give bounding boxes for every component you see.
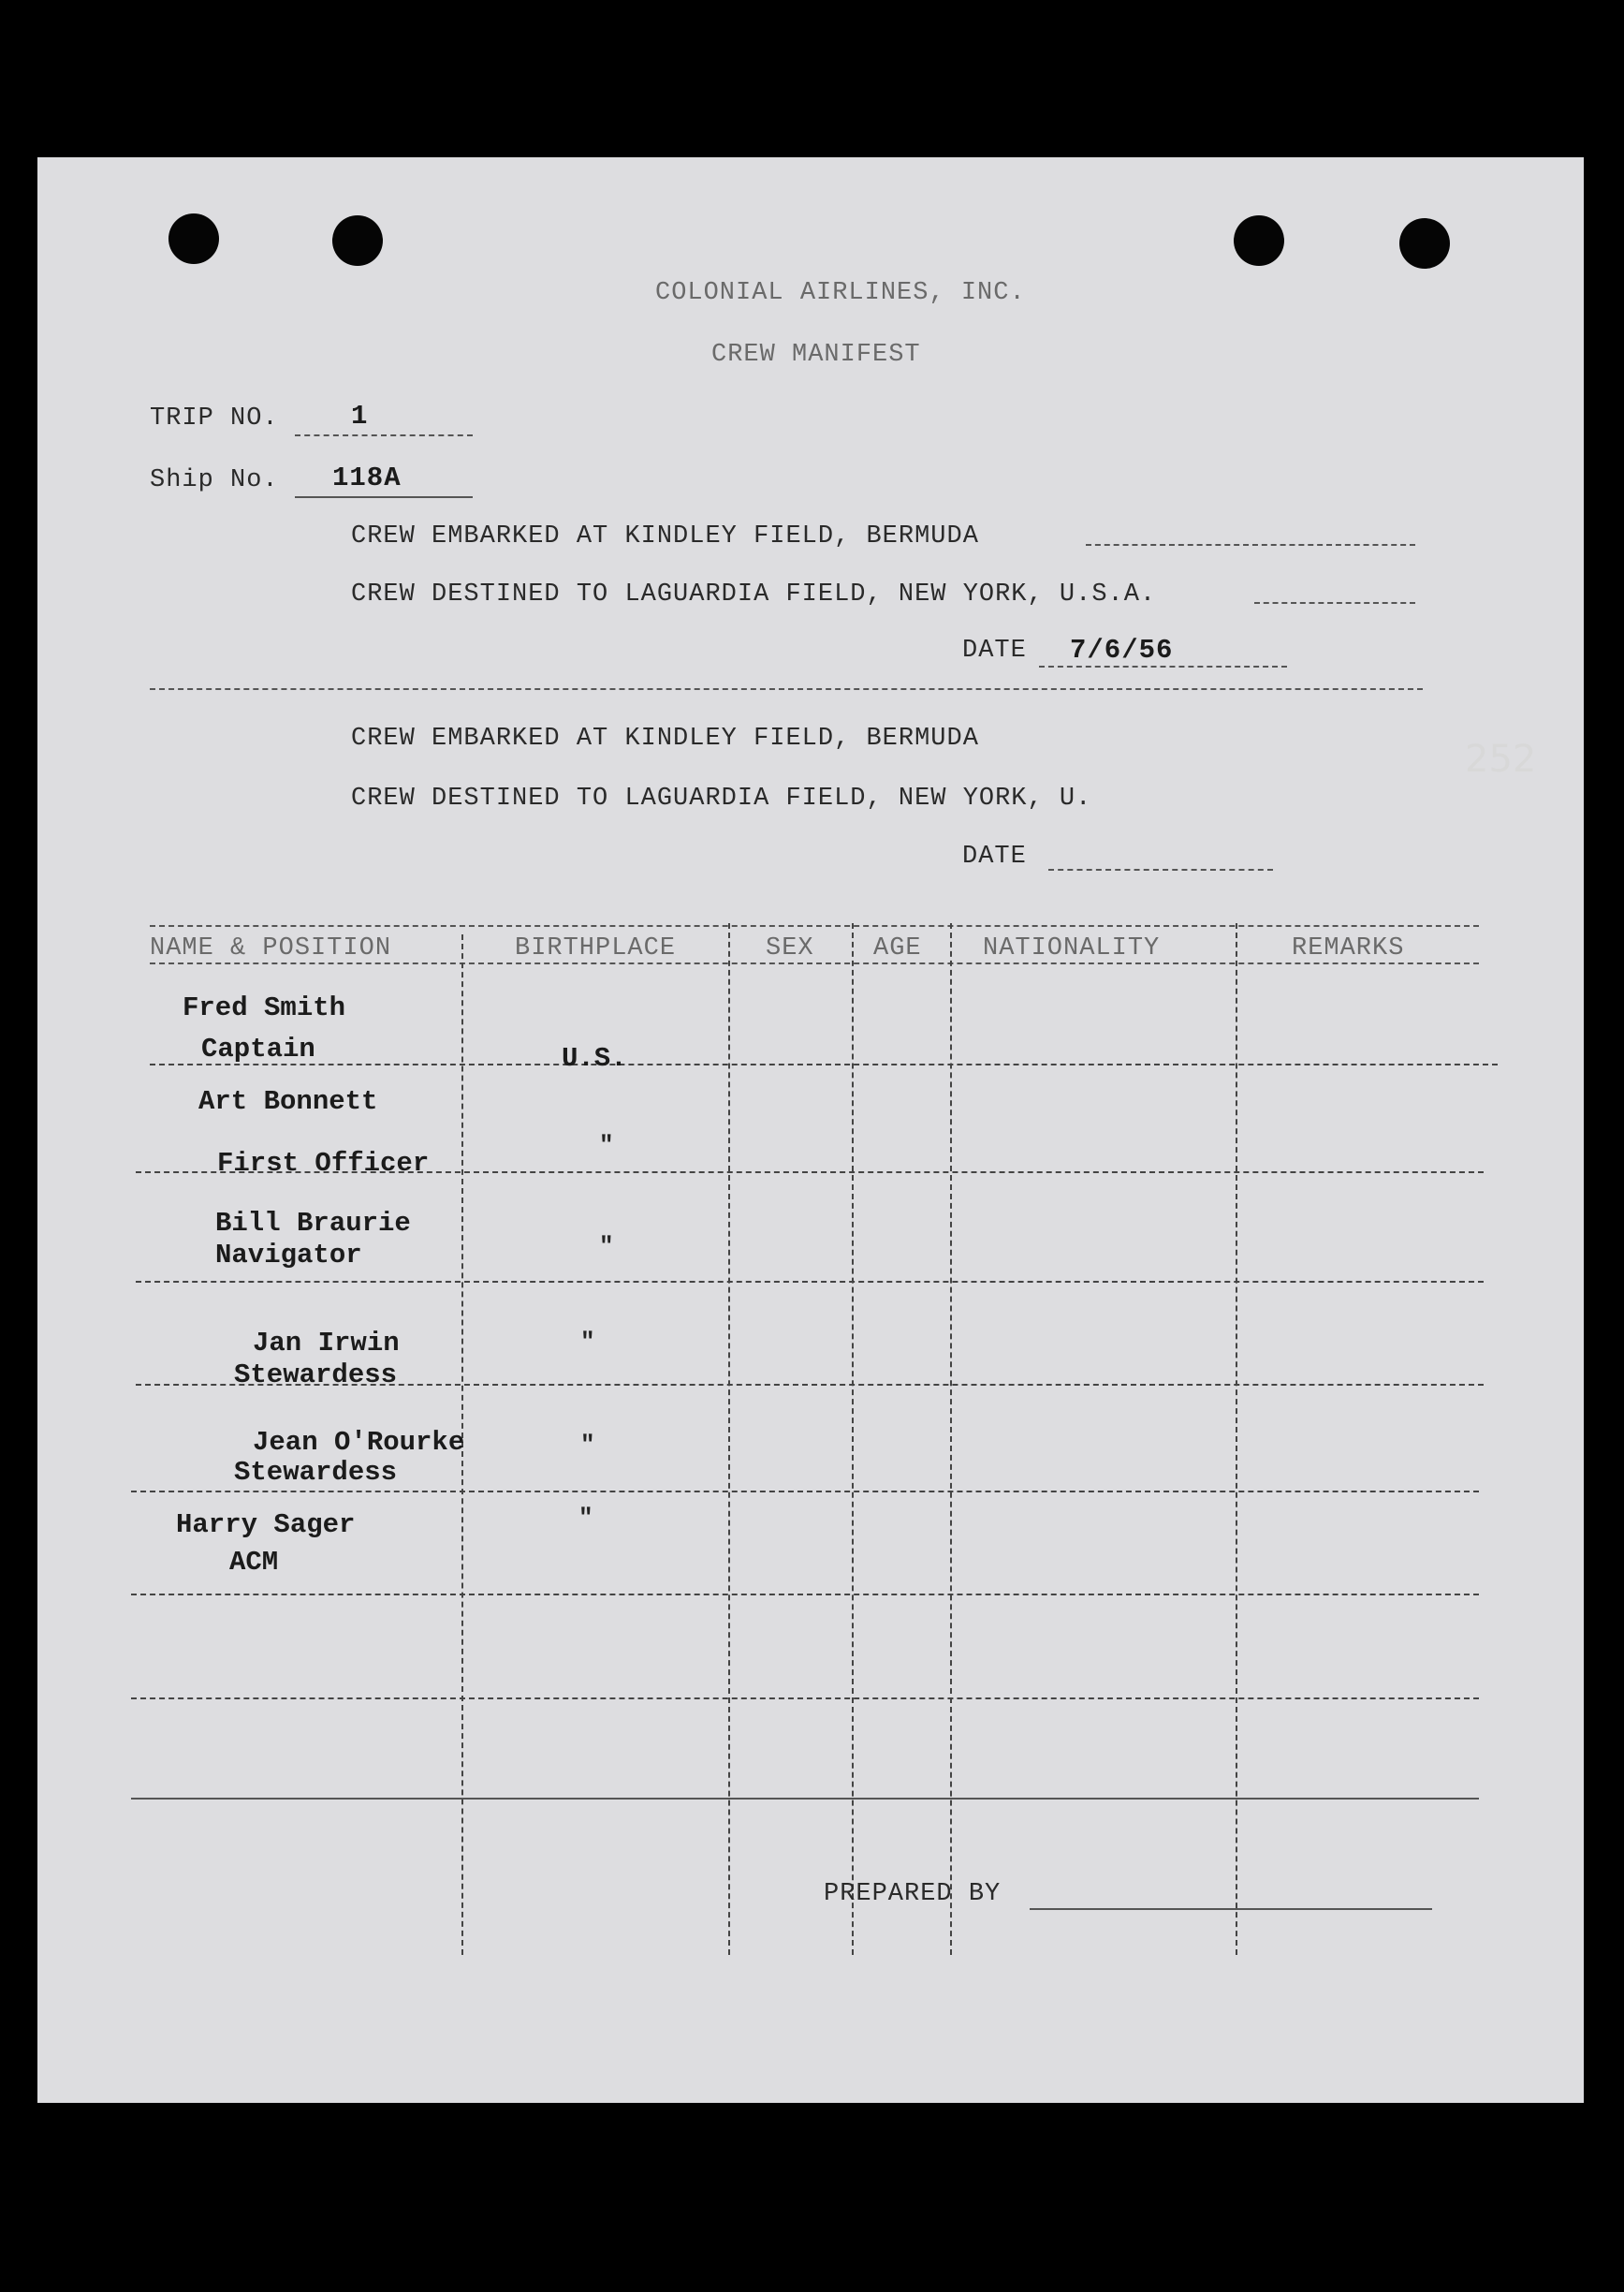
section2-destined: CREW DESTINED TO LAGUARDIA FIELD, NEW YORK, U. <box>351 785 1092 813</box>
col-age: AGE <box>873 934 922 962</box>
col-nationality: NATIONALITY <box>983 934 1161 962</box>
row-2-birthplace: " <box>599 1131 614 1159</box>
row-4-birthplace: " <box>580 1328 595 1356</box>
row-1-name: Fred Smith <box>183 992 346 1023</box>
col-name-position: NAME & POSITION <box>150 934 392 962</box>
row-6-position: ACM <box>229 1547 279 1578</box>
punch-hole <box>1399 218 1450 269</box>
row-5-name: Jean O'Rourke <box>253 1427 465 1458</box>
row-6-name: Harry Sager <box>176 1509 356 1540</box>
section2-embarked: CREW EMBARKED AT KINDLEY FIELD, BERMUDA <box>351 725 979 753</box>
section1-date-label: DATE <box>962 637 1027 665</box>
col-birthplace: BIRTHPLACE <box>515 934 677 962</box>
section1-destined: CREW DESTINED TO LAGUARDIA FIELD, NEW YORK, U.S.A. <box>351 580 1157 609</box>
separator <box>150 688 1423 690</box>
row-4-position: Stewardess <box>234 1359 398 1390</box>
manifest-page <box>37 157 1584 2103</box>
row-5-birthplace: " <box>580 1431 595 1459</box>
section2-date-label: DATE <box>962 843 1027 871</box>
col-remarks: REMARKS <box>1292 934 1405 962</box>
trip-value: 1 <box>351 401 369 432</box>
row-1-birthplace: U.S. <box>562 1043 627 1074</box>
punch-hole <box>168 213 219 264</box>
trip-label: TRIP NO. <box>150 404 279 433</box>
row-3-position: Navigator <box>215 1240 362 1271</box>
punch-hole <box>1234 215 1284 266</box>
prepared-by-label: PREPARED BY <box>824 1880 1002 1908</box>
section1-date-value: 7/6/56 <box>1070 635 1174 666</box>
ship-label: Ship No. <box>150 466 279 494</box>
row-2-name: Art Bonnett <box>198 1086 378 1117</box>
row-1-position: Captain <box>201 1034 315 1065</box>
col-sex: SEX <box>766 934 814 962</box>
form-title: CREW MANIFEST <box>711 341 921 369</box>
punch-hole <box>332 215 383 266</box>
ship-value: 118A <box>332 463 402 493</box>
row-5-position: Stewardess <box>234 1457 398 1488</box>
row-4-name: Jan Irwin <box>253 1328 400 1359</box>
page-number: 252 <box>1465 738 1537 781</box>
row-3-birthplace: " <box>599 1232 614 1260</box>
company-name: COLONIAL AIRLINES, INC. <box>655 279 1026 307</box>
row-2-position: First Officer <box>217 1148 430 1179</box>
section1-embarked: CREW EMBARKED AT KINDLEY FIELD, BERMUDA <box>351 522 979 551</box>
row-3-name: Bill Braurie <box>215 1208 411 1239</box>
row-6-birthplace: " <box>578 1504 593 1532</box>
